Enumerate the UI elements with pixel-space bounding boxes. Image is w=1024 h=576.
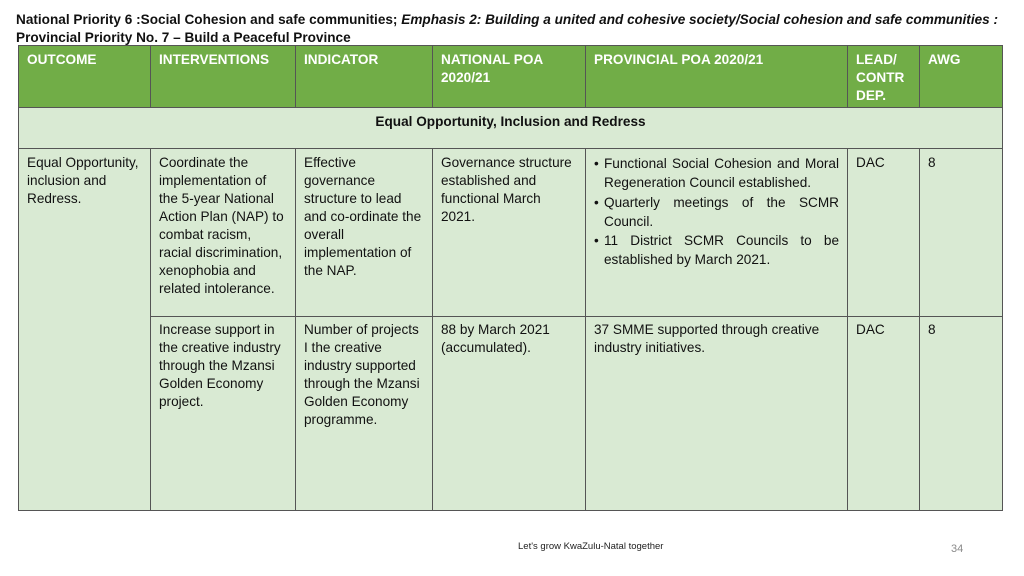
cell-indicator: Number of projects I the creative industry supported through the Mzansi Golden Economy programme. <box>296 317 433 511</box>
cell-provincial-poa: 37 SMME supported through creative industry initiatives. <box>586 317 848 511</box>
cell-national-poa: Governance structure established and functional March 2021. <box>433 149 586 317</box>
section-row <box>19 108 1003 149</box>
page-number: 34 <box>951 543 964 555</box>
header-awg: AWG <box>920 46 1003 108</box>
list-item: • 11 District SCMR Councils to be established by March 2021. <box>594 231 839 270</box>
cell-provincial-poa <box>586 149 848 317</box>
list-item: • Functional Social Cohesion and Moral Regeneration Council established. <box>594 154 839 193</box>
cell-indicator: Effective governance structure to lead and co-ordinate the overall implementation of the NAP. <box>296 149 433 317</box>
heading-provincial-priority: Provincial Priority No. 7 – Build a Peaceful Province <box>16 30 351 45</box>
footer-tagline: Let's grow KwaZulu-Natal together <box>518 541 664 552</box>
header-lead-dep: LEAD/ CONTR DEP. <box>848 46 920 108</box>
cell-awg: 8 <box>920 149 1003 317</box>
header-outcome: OUTCOME <box>19 46 151 108</box>
page-heading <box>16 11 1016 47</box>
section-title: Equal Opportunity, Inclusion and Redress <box>19 108 1003 149</box>
cell-intervention: Coordinate the implementation of the 5-year National Action Plan (NAP) to combat racism, racial discrimination, xenophobia and related intolerance. <box>151 149 296 317</box>
table-row <box>19 317 1003 511</box>
cell-intervention: Increase support in the creative industry through the Mzansi Golden Economy project. <box>151 317 296 511</box>
header-provincial-poa: PROVINCIAL POA 2020/21 <box>586 46 848 108</box>
cell-lead: DAC <box>848 149 920 317</box>
cell-national-poa: 88 by March 2021 (accumulated). <box>433 317 586 511</box>
cell-lead: DAC <box>848 317 920 511</box>
cell-awg: 8 <box>920 317 1003 511</box>
provincial-poa-list <box>594 154 839 270</box>
header-interventions: INTERVENTIONS <box>151 46 296 108</box>
header-national-poa: NATIONAL POA 2020/21 <box>433 46 586 108</box>
heading-priority: National Priority 6 :Social Cohesion and safe communities; <box>16 12 398 27</box>
heading-emphasis: Emphasis 2: Building a united and cohesive society/Social cohesion and safe communities : <box>401 12 999 27</box>
list-item: • Quarterly meetings of the SCMR Council. <box>594 193 839 232</box>
table-row <box>19 149 1003 317</box>
header-row <box>19 46 1003 108</box>
priority-table <box>18 45 1003 511</box>
header-indicator: INDICATOR <box>296 46 433 108</box>
cell-outcome: Equal Opportunity, inclusion and Redress. <box>19 149 151 511</box>
